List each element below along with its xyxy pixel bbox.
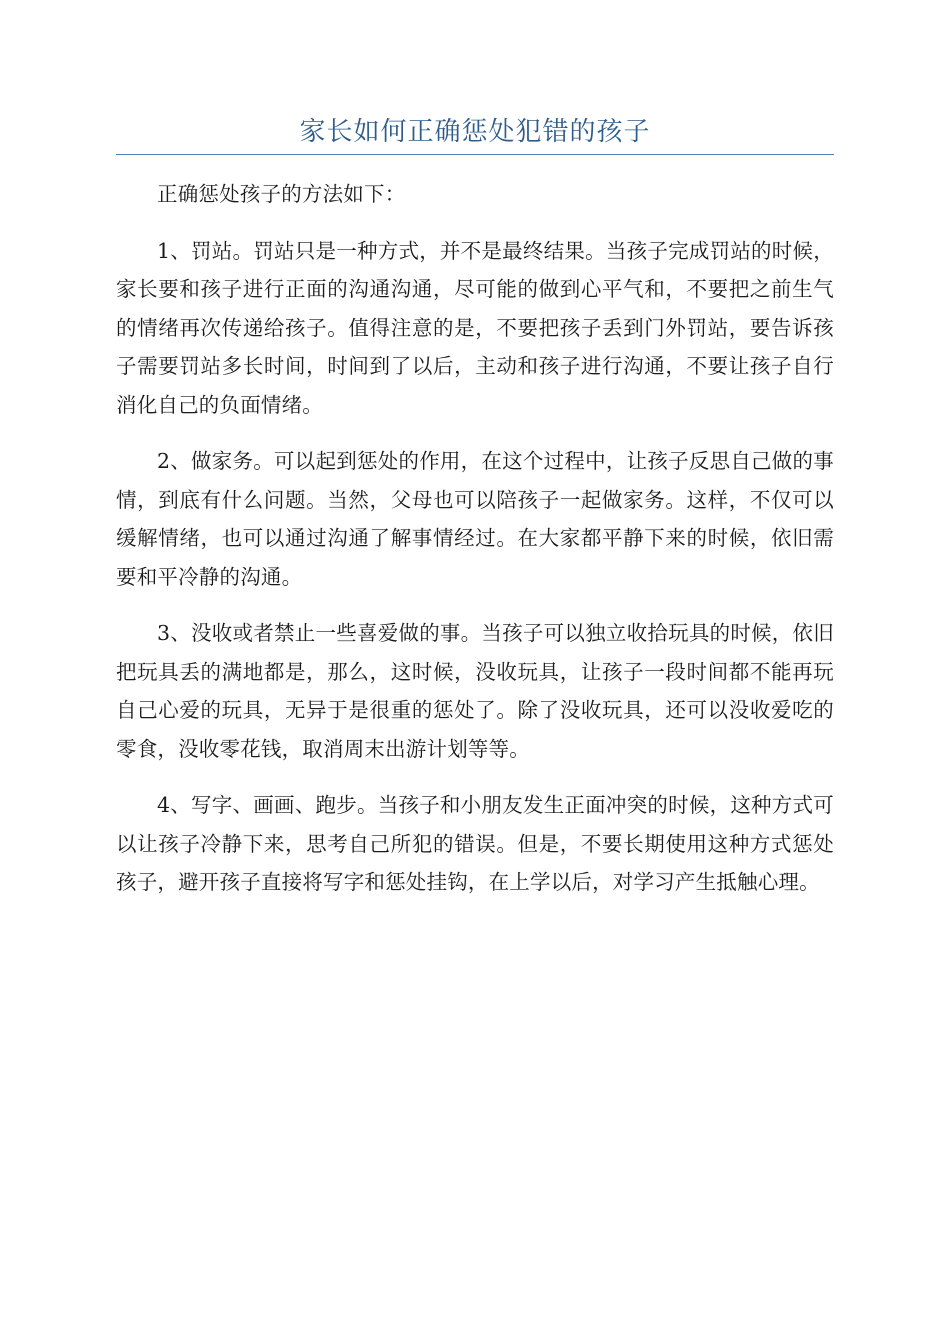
document-body [116,175,834,920]
paragraph-1: 1、罚站。罚站只是一种方式，并不是最终结果。当孩子完成罚站的时候，家长要和孩子进行正面的沟通沟通，尽可能的做到心平气和，不要把之前生气的情绪再次传递给孩子。值得注意的是，不要把孩子丢到门外罚站，要告诉孩子需要罚站多长时间，时间到了以后，主动和孩子进行沟通，不要让孩子自行消化自己的负面情绪。 [116,238,834,417]
title-underline [116,154,834,155]
paragraph-3: 3、没收或者禁止一些喜爱做的事。当孩子可以独立收拾玩具的时候，依旧把玩具丢的满地都是，那么，这时候，没收玩具，让孩子一段时间都不能再玩自己心爱的玩具，无异于是很重的惩处了。除了没收玩具，还可以没收爱吃的零食，没收零花钱，取消周末出游计划等等。 [116,621,834,761]
intro-paragraph: 正确惩处孩子的方法如下： [157,182,406,206]
paragraph-2: 2、做家务。可以起到惩处的作用，在这个过程中，让孩子反思自己做的事情，到底有什么问题。当然，父母也可以陪孩子一起做家务。这样，不仅可以缓解情绪，也可以通过沟通了解事情经过。在大家都平静下来的时候，依旧需要和平冷静的沟通。 [116,449,834,589]
paragraph-4: 4、写字、画画、跑步。当孩子和小朋友发生正面冲突的时候，这种方式可以让孩子冷静下来，思考自己所犯的错误。但是，不要长期使用这种方式惩处孩子，避开孩子直接将写字和惩处挂钩，在上学以后，对学习产生抵触心理。 [116,793,834,894]
document-title: 家长如何正确惩处犯错的孩子 [299,117,651,147]
